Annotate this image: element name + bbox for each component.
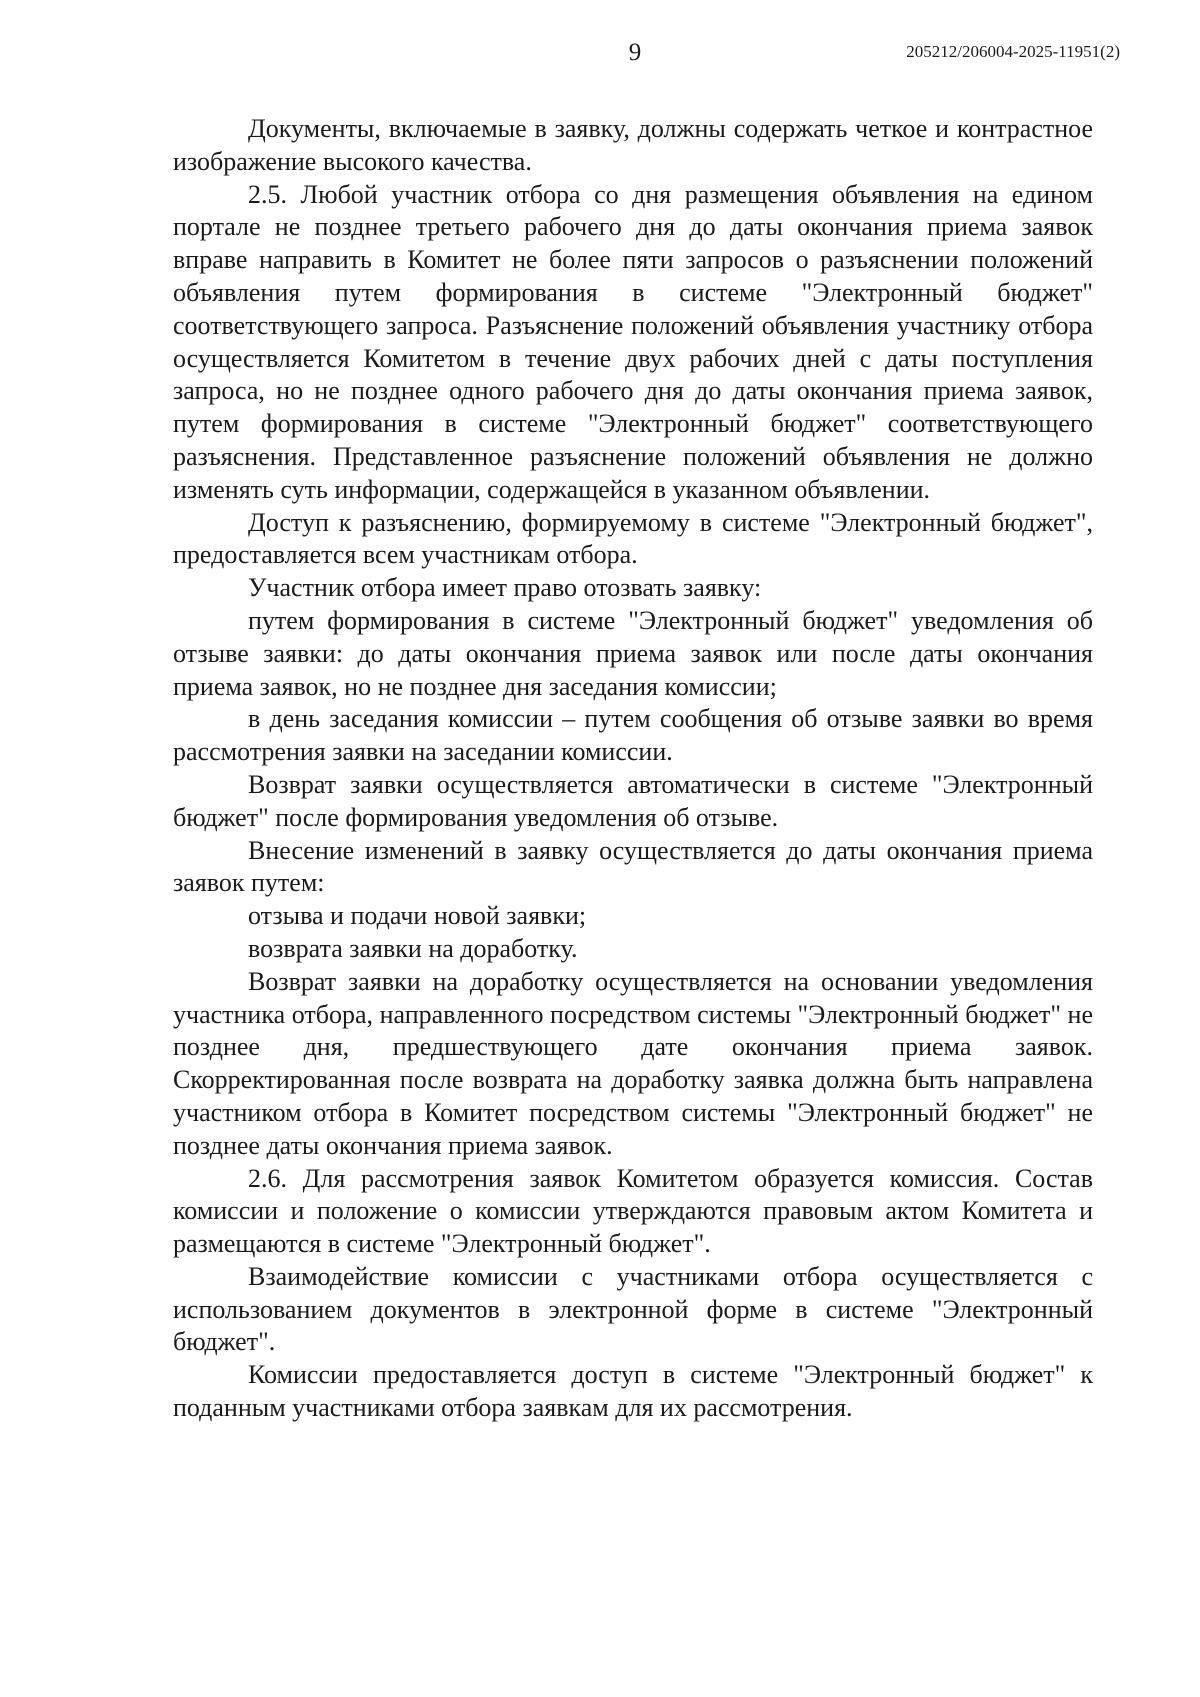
paragraph-withdrawal-right: Участник отбора имеет право отозвать заявку: xyxy=(248,573,762,603)
document-id: 205212/206004-2025-11951(2) xyxy=(906,42,1120,61)
paragraph-withdrawal-meeting-day: в день заседания комиссии – путем сообщения об отзыве заявки во время рассмотрения заявки на заседании комиссии. xyxy=(173,704,1093,767)
paragraph-commission-interaction: Взаимодействие комиссии с участниками отбора осуществляется с использованием документов в электронной форме в системе "Электронный бюджет". xyxy=(173,1261,1093,1357)
paragraph-commission-access: Комиссии предоставляется доступ в системе "Электронный бюджет" к поданным участниками отбора заявкам для их рассмотрения. xyxy=(173,1360,1093,1423)
page-number: 9 xyxy=(628,39,642,66)
document-body xyxy=(173,113,1093,1425)
paragraph-return-for-revision: Возврат заявки на доработку осуществляется на основании уведомления участника отбора, направленного посредством системы "Электронный бюджет" не позднее дня, предшествующего дате окончания приема заявок. Скорректированная после возврата на доработку заявка должна быть направлена участником отбора в Комитет посредством системы "Электронный бюджет" не позднее даты окончания приема заявок. xyxy=(173,966,1093,1160)
paragraph-changes-option-return: возврата заявки на доработку. xyxy=(248,933,578,963)
paragraph-documents-quality: Документы, включаемые в заявку, должны содержать четкое и контрастное изображение высокого качества. xyxy=(173,114,1093,176)
paragraph-2-6-commission: 2.6. Для рассмотрения заявок Комитетом образуется комиссия. Состав комиссии и положение о комиссии утверждаются правовым актом Комитета и размещаются в системе "Электронный бюджет". xyxy=(173,1163,1093,1259)
paragraph-changes-option-new: отзыва и подачи новой заявки; xyxy=(248,901,587,931)
paragraph-changes-procedure: Внесение изменений в заявку осуществляется до даты окончания приема заявок путем: xyxy=(173,835,1093,898)
paragraph-2-5-clarification-requests: 2.5. Любой участник отбора со дня размещения объявления на едином портале не позднее третьего рабочего дня до даты окончания приема заявок вправе направить в Комитет не более пяти запросов о разъяснении положений объявления путем формирования в системе "Электронный бюджет" соответствующего запроса. Разъяснение положений объявления участнику отбора осуществляется Комитетом в течение двух рабочих дней с даты поступления запроса, но не позднее одного рабочего дня до даты окончания приема заявок, путем формирования в системе "Электронный бюджет" соответствующего разъяснения. Представленное разъяснение положений объявления не должно изменять суть информации, содержащейся в указанном объявлении. xyxy=(173,179,1093,504)
paragraph-return-automatic: Возврат заявки осуществляется автоматически в системе "Электронный бюджет" после формирования уведомления об отзыве. xyxy=(173,769,1093,832)
paragraph-withdrawal-electronic: путем формирования в системе "Электронный бюджет" уведомления об отзыве заявки: до даты окончания приема заявок или после даты окончания приема заявок, но не позднее дня заседания комиссии; xyxy=(173,605,1093,701)
paragraph-clarification-access: Доступ к разъяснению, формируемому в системе "Электронный бюджет", предоставляется всем участникам отбора. xyxy=(173,507,1093,570)
